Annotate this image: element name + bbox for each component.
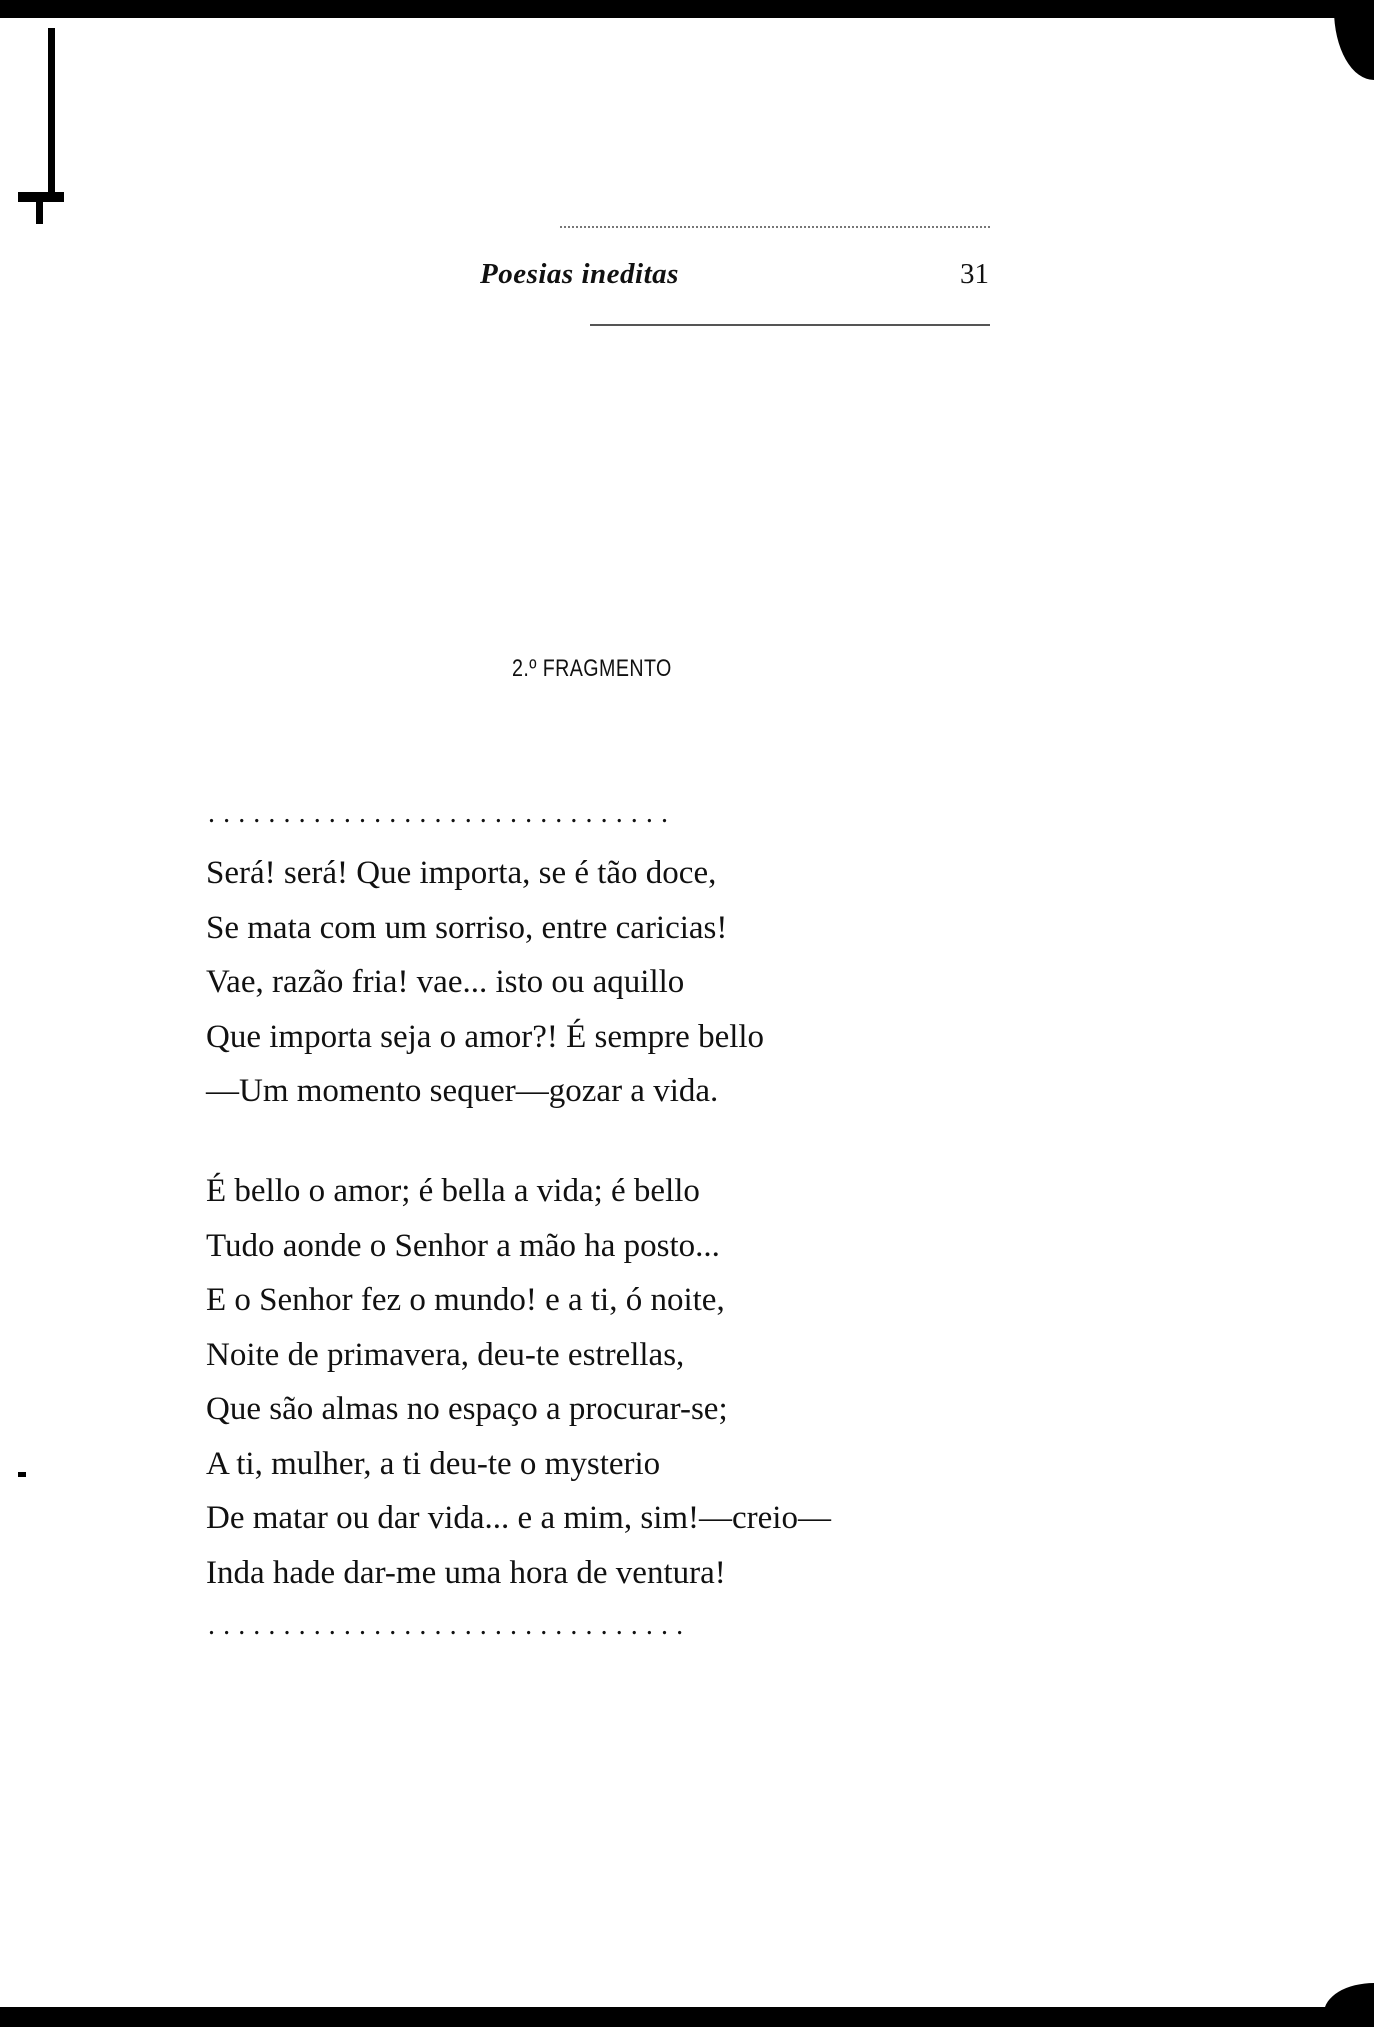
section-heading: 2.º FRAGMENTO: [512, 655, 672, 682]
verse-line: A ti, mulher, a ti deu-te o mysterio: [206, 1445, 661, 1482]
verse-line: E o Senhor fez o mundo! e a ti, ó noite,: [206, 1282, 725, 1318]
scan-border-top: [0, 0, 1374, 18]
running-title: Poesias ineditas: [480, 258, 679, 290]
verse-line: De matar ou dar vida... e a mim, sim!—creio—: [206, 1500, 831, 1536]
verse-line: É bello o amor; é bella a vida; é bello: [206, 1173, 700, 1209]
verse-line: Se mata com um sorriso, entre caricias!: [206, 909, 728, 946]
page-number: 31: [960, 258, 989, 290]
stanza-1: [206, 846, 764, 1119]
top-dotted-rule: [560, 226, 990, 228]
binding-mark-stem: [36, 192, 43, 224]
binding-mark: [48, 28, 55, 198]
verse-line: Inda hade dar-me uma hora de ventura!: [206, 1554, 726, 1591]
header-rule: [590, 324, 990, 326]
verse-line: —Um momento sequer—gozar a vida.: [206, 1073, 719, 1109]
ellipsis-line-top: ...............................: [208, 798, 677, 829]
scan-border-bottom: [0, 2007, 1374, 2027]
stray-ink-mark: [18, 1472, 26, 1477]
verse-line: Que são almas no espaço a procurar-se;: [206, 1391, 728, 1427]
ellipsis-line-bottom: ................................: [208, 1610, 692, 1641]
verse-line: Que importa seja o amor?! É sempre bello: [206, 1018, 765, 1055]
verse-line: Será! será! Que importa, se é tão doce,: [206, 855, 717, 891]
stanza-2: [206, 1164, 831, 1600]
verse-line: Vae, razão fria! vae... isto ou aquillo: [206, 964, 685, 1000]
scan-border-corner: [1334, 10, 1374, 80]
verse-line: Noite de primavera, deu-te estrellas,: [206, 1336, 685, 1373]
scan-border-corner-bottom: [1324, 1983, 1374, 2013]
verse-line: Tudo aonde o Senhor a mão ha posto...: [206, 1227, 720, 1264]
